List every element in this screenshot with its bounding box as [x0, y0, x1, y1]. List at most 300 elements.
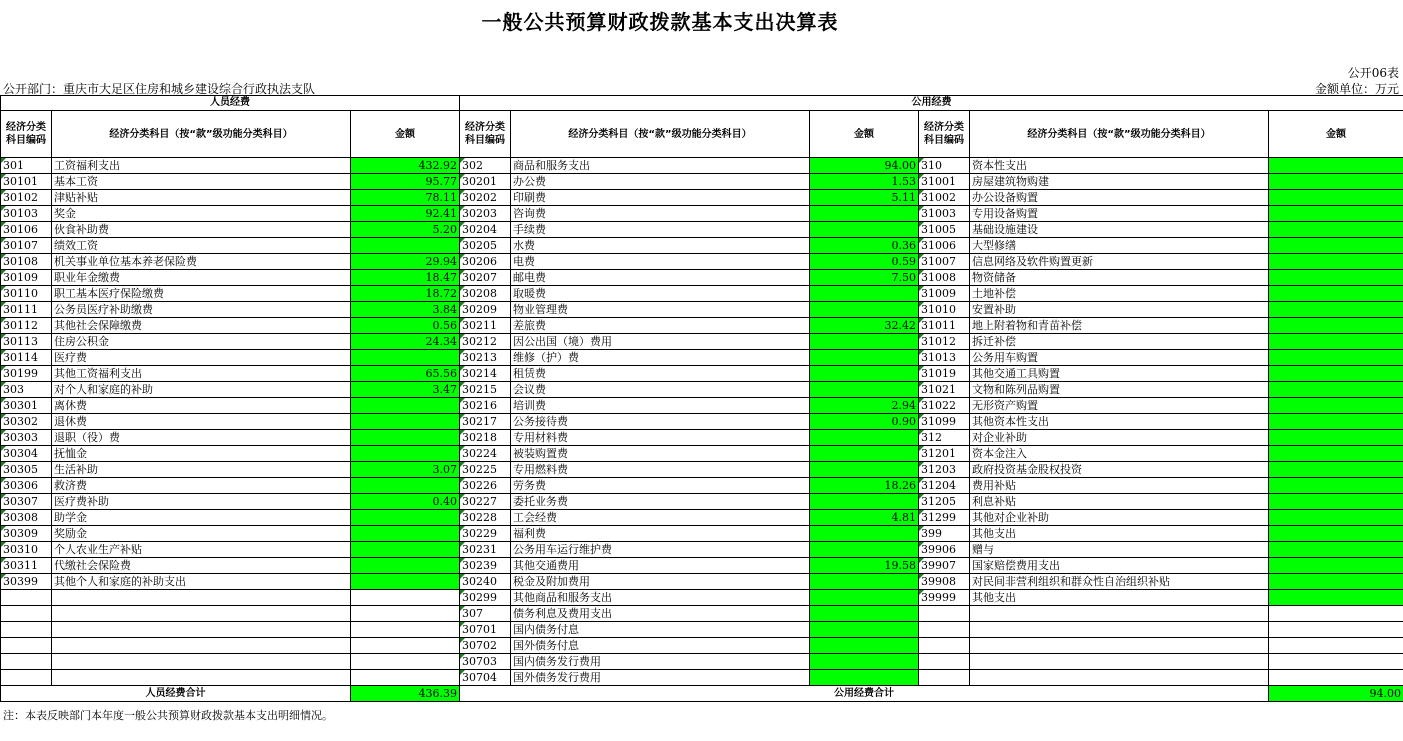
item-name: 抚恤金 — [52, 446, 351, 462]
item-code: 31001 — [919, 174, 970, 190]
item-name: 国内债务付息 — [511, 622, 810, 638]
item-name: 无形资产购置 — [970, 398, 1269, 414]
item-code: 30204 — [460, 222, 511, 238]
item-amount: 0.56 — [351, 318, 460, 334]
item-amount — [1269, 222, 1403, 238]
table-row — [1, 542, 1403, 558]
item-amount: 0.36 — [810, 238, 919, 254]
table-row — [1, 670, 1403, 686]
form-code: 公开06表 — [1347, 66, 1399, 80]
item-code: 31007 — [919, 254, 970, 270]
item-code: 30227 — [460, 494, 511, 510]
item-code: 30207 — [460, 270, 511, 286]
item-code — [919, 606, 970, 622]
table-row — [1, 430, 1403, 446]
item-amount — [351, 558, 460, 574]
item-amount: 92.41 — [351, 206, 460, 222]
item-amount: 0.40 — [351, 494, 460, 510]
item-amount: 432.92 — [351, 158, 460, 174]
item-name: 生活补助 — [52, 462, 351, 478]
item-name — [970, 622, 1269, 638]
table-row — [1, 318, 1403, 334]
item-amount — [810, 366, 919, 382]
item-amount — [1269, 366, 1403, 382]
item-amount: 1.53 — [810, 174, 919, 190]
item-name — [970, 606, 1269, 622]
item-amount — [1269, 494, 1403, 510]
item-amount: 29.94 — [351, 254, 460, 270]
item-code: 30306 — [1, 478, 52, 494]
item-name — [970, 638, 1269, 654]
table-row — [1, 510, 1403, 526]
item-code: 30703 — [460, 654, 511, 670]
item-name: 劳务费 — [511, 478, 810, 494]
item-amount — [810, 494, 919, 510]
item-amount: 0.90 — [810, 414, 919, 430]
item-amount — [351, 590, 460, 606]
item-amount — [1269, 190, 1403, 206]
item-amount — [1269, 558, 1403, 574]
item-code: 30224 — [460, 446, 511, 462]
item-amount: 7.50 — [810, 270, 919, 286]
table-row — [1, 334, 1403, 350]
item-amount — [1269, 638, 1403, 654]
table-row — [1, 302, 1403, 318]
section-personnel: 人员经费 — [1, 96, 460, 111]
item-code: 30307 — [1, 494, 52, 510]
item-name: 医疗费补助 — [52, 494, 351, 510]
item-amount — [351, 622, 460, 638]
item-name: 工资福利支出 — [52, 158, 351, 174]
item-code: 30202 — [460, 190, 511, 206]
item-name — [52, 654, 351, 670]
item-amount — [1269, 574, 1403, 590]
item-code: 30103 — [1, 206, 52, 222]
item-amount — [351, 542, 460, 558]
item-code: 30110 — [1, 286, 52, 302]
item-name: 国外债务付息 — [511, 638, 810, 654]
item-code: 31022 — [919, 398, 970, 414]
item-name: 职工基本医疗保险缴费 — [52, 286, 351, 302]
item-code: 30217 — [460, 414, 511, 430]
item-name: 伙食补助费 — [52, 222, 351, 238]
item-amount: 3.84 — [351, 302, 460, 318]
item-name: 委托业务费 — [511, 494, 810, 510]
item-name: 土地补偿 — [970, 286, 1269, 302]
table-row — [1, 238, 1403, 254]
item-name: 其他对企业补助 — [970, 510, 1269, 526]
item-code — [1, 590, 52, 606]
item-amount — [351, 670, 460, 686]
item-code: 30113 — [1, 334, 52, 350]
item-amount — [351, 430, 460, 446]
item-amount — [810, 590, 919, 606]
item-amount — [1269, 206, 1403, 222]
item-name: 拆迁补偿 — [970, 334, 1269, 350]
item-code: 30305 — [1, 462, 52, 478]
item-name: 国外债务发行费用 — [511, 670, 810, 686]
item-name: 房屋建筑物购建 — [970, 174, 1269, 190]
item-name: 奖金 — [52, 206, 351, 222]
item-amount — [1269, 174, 1403, 190]
unit-label: 金额单位：万元 — [1314, 82, 1399, 96]
item-name: 住房公积金 — [52, 334, 351, 350]
item-code: 303 — [1, 382, 52, 398]
item-code: 30111 — [1, 302, 52, 318]
item-code: 307 — [460, 606, 511, 622]
item-amount: 18.47 — [351, 270, 460, 286]
item-amount — [1269, 334, 1403, 350]
item-amount — [810, 526, 919, 542]
table-row — [1, 398, 1403, 414]
item-code: 31299 — [919, 510, 970, 526]
item-name: 其他社会保障缴费 — [52, 318, 351, 334]
item-code: 30199 — [1, 366, 52, 382]
item-name: 咨询费 — [511, 206, 810, 222]
item-name: 电费 — [511, 254, 810, 270]
item-name: 专用设备购置 — [970, 206, 1269, 222]
item-amount: 65.56 — [351, 366, 460, 382]
item-name: 医疗费 — [52, 350, 351, 366]
item-amount — [1269, 526, 1403, 542]
item-amount — [1269, 606, 1403, 622]
item-name: 物资储备 — [970, 270, 1269, 286]
item-amount — [351, 638, 460, 654]
item-name: 代缴社会保险费 — [52, 558, 351, 574]
item-code: 301 — [1, 158, 52, 174]
item-amount — [351, 654, 460, 670]
item-code: 31012 — [919, 334, 970, 350]
item-name: 机关事业单位基本养老保险费 — [52, 254, 351, 270]
item-code: 30212 — [460, 334, 511, 350]
item-name: 水费 — [511, 238, 810, 254]
table-row — [1, 622, 1403, 638]
item-amount: 4.81 — [810, 510, 919, 526]
item-code: 310 — [919, 158, 970, 174]
item-code: 30226 — [460, 478, 511, 494]
item-name: 物业管理费 — [511, 302, 810, 318]
table-row — [1, 574, 1403, 590]
item-code: 312 — [919, 430, 970, 446]
item-amount — [1269, 446, 1403, 462]
item-name: 其他交通费用 — [511, 558, 810, 574]
item-name: 公务用车购置 — [970, 350, 1269, 366]
item-code: 30701 — [460, 622, 511, 638]
item-code: 30106 — [1, 222, 52, 238]
item-name: 其他交通工具购置 — [970, 366, 1269, 382]
table-row — [1, 270, 1403, 286]
item-name: 租赁费 — [511, 366, 810, 382]
item-code: 30304 — [1, 446, 52, 462]
item-name: 利息补贴 — [970, 494, 1269, 510]
item-code — [1, 670, 52, 686]
item-amount: 94.00 — [810, 158, 919, 174]
item-code: 30107 — [1, 238, 52, 254]
item-code: 399 — [919, 526, 970, 542]
item-code — [919, 622, 970, 638]
item-code: 30215 — [460, 382, 511, 398]
item-code: 30214 — [460, 366, 511, 382]
item-code: 30310 — [1, 542, 52, 558]
item-code — [919, 654, 970, 670]
item-code — [919, 638, 970, 654]
item-code: 30240 — [460, 574, 511, 590]
item-amount — [1269, 398, 1403, 414]
item-name: 维修（护）费 — [511, 350, 810, 366]
item-amount — [351, 446, 460, 462]
item-amount — [1269, 414, 1403, 430]
item-amount: 5.20 — [351, 222, 460, 238]
item-name: 国家赔偿费用支出 — [970, 558, 1269, 574]
item-name: 邮电费 — [511, 270, 810, 286]
footnote: 注：本表反映部门本年度一般公共预算财政拨款基本支出明细情况。 — [3, 709, 333, 722]
item-name — [970, 670, 1269, 686]
item-name: 取暖费 — [511, 286, 810, 302]
item-code: 30303 — [1, 430, 52, 446]
item-amount — [351, 510, 460, 526]
item-amount — [1269, 286, 1403, 302]
item-amount: 3.07 — [351, 462, 460, 478]
item-name: 绩效工资 — [52, 238, 351, 254]
table-row — [1, 462, 1403, 478]
item-name: 其他个人和家庭的补助支出 — [52, 574, 351, 590]
item-amount — [1269, 318, 1403, 334]
item-name: 其他工资福利支出 — [52, 366, 351, 382]
table-row — [1, 446, 1403, 462]
item-code: 30231 — [460, 542, 511, 558]
item-code: 30109 — [1, 270, 52, 286]
section-public: 公用经费 — [460, 96, 1403, 111]
header-name: 经济分类科目（按“款”级功能分类科目） — [970, 111, 1269, 158]
table-row — [1, 190, 1403, 206]
item-code: 30211 — [460, 318, 511, 334]
item-code: 30229 — [460, 526, 511, 542]
item-code: 30311 — [1, 558, 52, 574]
item-amount: 5.11 — [810, 190, 919, 206]
item-name: 其他支出 — [970, 590, 1269, 606]
item-name: 手续费 — [511, 222, 810, 238]
item-amount — [1269, 254, 1403, 270]
item-name: 地上附着物和青苗补偿 — [970, 318, 1269, 334]
header-amount: 金额 — [810, 111, 919, 158]
item-amount — [351, 526, 460, 542]
table-row — [1, 526, 1403, 542]
table-row — [1, 222, 1403, 238]
item-name: 费用补贴 — [970, 478, 1269, 494]
item-code: 30108 — [1, 254, 52, 270]
item-code: 30299 — [460, 590, 511, 606]
item-amount: 18.26 — [810, 478, 919, 494]
item-name: 办公设备购置 — [970, 190, 1269, 206]
table-row — [1, 158, 1403, 174]
item-name: 文物和陈列品购置 — [970, 382, 1269, 398]
item-name — [52, 606, 351, 622]
public-total-value: 94.00 — [1269, 686, 1403, 702]
item-amount: 24.34 — [351, 334, 460, 350]
table-row — [1, 382, 1403, 398]
item-name: 安置补助 — [970, 302, 1269, 318]
item-amount — [1269, 654, 1403, 670]
item-amount — [1269, 590, 1403, 606]
item-code: 30209 — [460, 302, 511, 318]
item-code: 31002 — [919, 190, 970, 206]
item-code: 30114 — [1, 350, 52, 366]
personnel-total-value: 436.39 — [351, 686, 460, 702]
item-name: 对个人和家庭的补助 — [52, 382, 351, 398]
table-row — [1, 414, 1403, 430]
item-amount — [351, 398, 460, 414]
item-code: 30225 — [460, 462, 511, 478]
item-name: 对民间非营利组织和群众性自治组织补贴 — [970, 574, 1269, 590]
item-name: 资本性支出 — [970, 158, 1269, 174]
item-amount — [810, 638, 919, 654]
item-code: 31099 — [919, 414, 970, 430]
table-row — [1, 174, 1403, 190]
item-name: 大型修缮 — [970, 238, 1269, 254]
table-row — [1, 590, 1403, 606]
item-name: 税金及附加费用 — [511, 574, 810, 590]
item-name — [52, 622, 351, 638]
item-code: 39907 — [919, 558, 970, 574]
item-code: 30302 — [1, 414, 52, 430]
item-name — [970, 654, 1269, 670]
item-name: 退休费 — [52, 414, 351, 430]
department-label: 公开部门：重庆市大足区住房和城乡建设综合行政执法支队 — [3, 82, 316, 96]
item-name: 其他商品和服务支出 — [511, 590, 810, 606]
item-code: 39908 — [919, 574, 970, 590]
item-amount: 2.94 — [810, 398, 919, 414]
item-code: 31006 — [919, 238, 970, 254]
item-name — [52, 590, 351, 606]
item-name: 会议费 — [511, 382, 810, 398]
item-amount — [1269, 462, 1403, 478]
item-amount: 0.59 — [810, 254, 919, 270]
item-code: 31003 — [919, 206, 970, 222]
table-row — [1, 558, 1403, 574]
item-name: 印刷费 — [511, 190, 810, 206]
item-code: 302 — [460, 158, 511, 174]
table-row — [1, 638, 1403, 654]
item-code: 30203 — [460, 206, 511, 222]
header-code: 经济分类科目编码 — [919, 111, 970, 158]
item-name: 对企业补助 — [970, 430, 1269, 446]
item-code: 30102 — [1, 190, 52, 206]
header-code: 经济分类科目编码 — [1, 111, 52, 158]
item-name: 其他支出 — [970, 526, 1269, 542]
item-name: 基本工资 — [52, 174, 351, 190]
item-amount — [810, 446, 919, 462]
item-code — [1, 622, 52, 638]
table-row — [1, 494, 1403, 510]
item-code: 30216 — [460, 398, 511, 414]
table-row — [1, 286, 1403, 302]
item-code: 30301 — [1, 398, 52, 414]
header-amount: 金额 — [351, 111, 460, 158]
item-amount — [1269, 622, 1403, 638]
item-code: 30213 — [460, 350, 511, 366]
item-name: 被装购置费 — [511, 446, 810, 462]
item-name: 公务员医疗补助缴费 — [52, 302, 351, 318]
item-code — [1, 606, 52, 622]
item-name: 培训费 — [511, 398, 810, 414]
table-row — [1, 254, 1403, 270]
item-name: 因公出国（境）费用 — [511, 334, 810, 350]
item-amount — [1269, 430, 1403, 446]
table-row — [1, 350, 1403, 366]
item-code: 30702 — [460, 638, 511, 654]
item-amount — [1269, 542, 1403, 558]
item-code: 31010 — [919, 302, 970, 318]
table-row — [1, 478, 1403, 494]
item-code — [919, 670, 970, 686]
item-code: 39906 — [919, 542, 970, 558]
item-amount — [1269, 382, 1403, 398]
item-amount — [1269, 478, 1403, 494]
item-amount — [810, 206, 919, 222]
item-amount — [810, 302, 919, 318]
item-amount — [810, 462, 919, 478]
item-amount — [1269, 510, 1403, 526]
item-amount — [810, 574, 919, 590]
item-name: 助学金 — [52, 510, 351, 526]
item-amount: 19.58 — [810, 558, 919, 574]
item-name: 资本金注入 — [970, 446, 1269, 462]
item-amount — [1269, 350, 1403, 366]
item-amount — [810, 350, 919, 366]
item-name: 商品和服务支出 — [511, 158, 810, 174]
item-name: 办公费 — [511, 174, 810, 190]
item-code: 31009 — [919, 286, 970, 302]
item-code: 30112 — [1, 318, 52, 334]
item-code — [1, 638, 52, 654]
item-name: 公务接待费 — [511, 414, 810, 430]
item-amount — [351, 350, 460, 366]
item-amount: 32.42 — [810, 318, 919, 334]
header-name: 经济分类科目（按“款”级功能分类科目） — [511, 111, 810, 158]
item-amount — [351, 238, 460, 254]
item-name: 其他资本性支出 — [970, 414, 1269, 430]
item-amount: 78.11 — [351, 190, 460, 206]
item-code: 30101 — [1, 174, 52, 190]
item-code: 31201 — [919, 446, 970, 462]
item-name: 离休费 — [52, 398, 351, 414]
item-amount — [1269, 302, 1403, 318]
item-amount — [810, 670, 919, 686]
item-name: 救济费 — [52, 478, 351, 494]
item-name: 赠与 — [970, 542, 1269, 558]
item-code: 31008 — [919, 270, 970, 286]
item-code: 31205 — [919, 494, 970, 510]
total-row — [1, 686, 1403, 702]
item-amount: 18.72 — [351, 286, 460, 302]
item-name: 差旅费 — [511, 318, 810, 334]
item-name: 福利费 — [511, 526, 810, 542]
item-code: 30309 — [1, 526, 52, 542]
item-amount — [1269, 670, 1403, 686]
item-amount — [810, 606, 919, 622]
item-code: 39999 — [919, 590, 970, 606]
table-row — [1, 606, 1403, 622]
item-code: 30218 — [460, 430, 511, 446]
item-code: 31013 — [919, 350, 970, 366]
table-row — [1, 366, 1403, 382]
item-amount — [1269, 270, 1403, 286]
item-amount — [1269, 238, 1403, 254]
item-name: 基础设施建设 — [970, 222, 1269, 238]
item-code: 31203 — [919, 462, 970, 478]
item-code: 30704 — [460, 670, 511, 686]
item-amount — [351, 478, 460, 494]
